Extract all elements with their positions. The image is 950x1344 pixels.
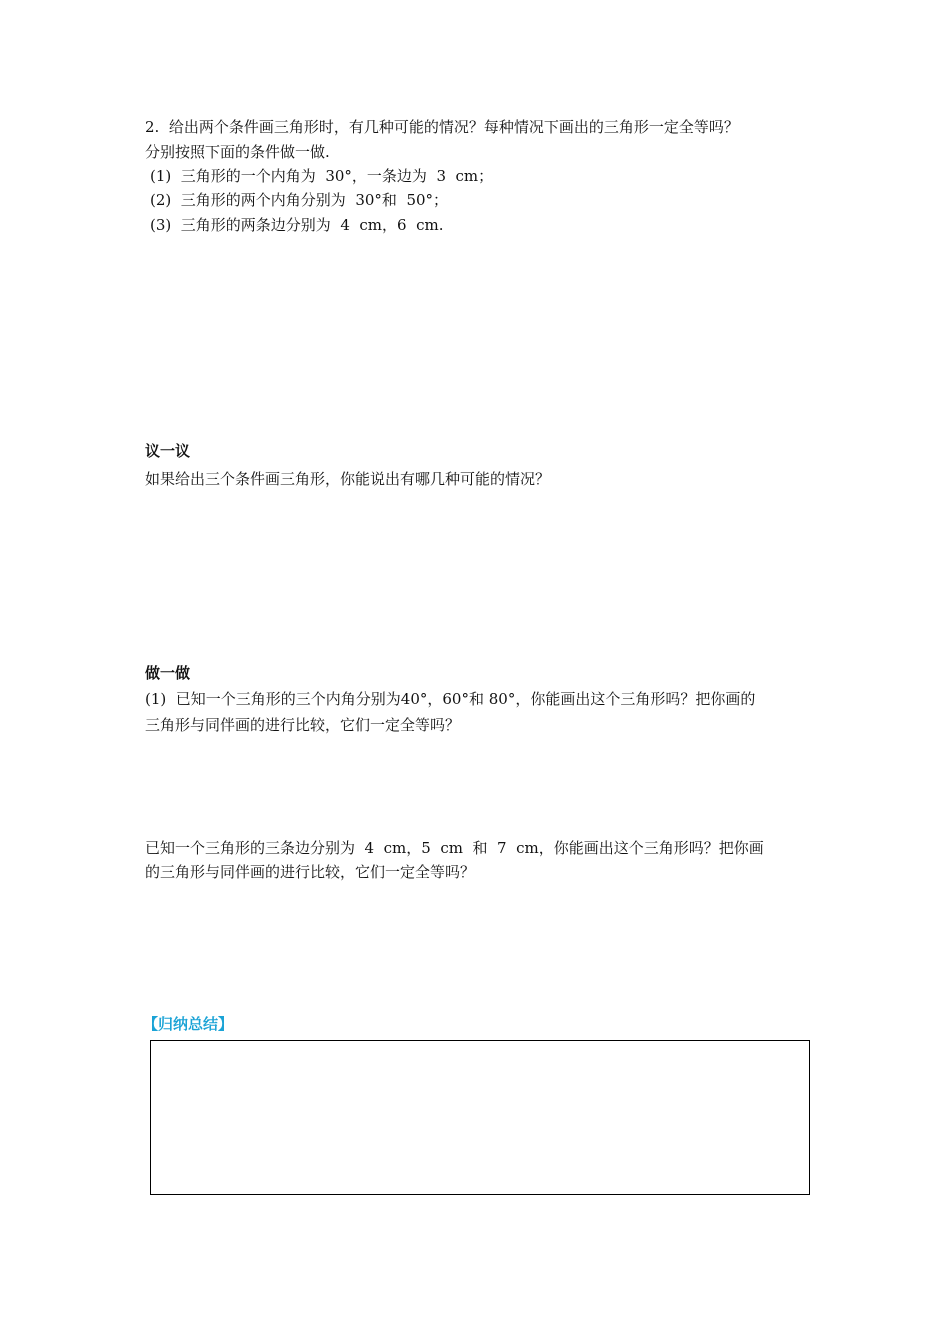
discuss-heading: 议一议 [145, 442, 191, 460]
condition-1: (1) 三角形的一个内角为 30°，一条边为 3 cm； [150, 167, 494, 185]
question-2-line-2: 分别按照下面的条件做一做. [145, 143, 330, 161]
summary-title: 【归纳总结】 [143, 1015, 234, 1033]
summary-box[interactable] [150, 1040, 810, 1195]
question-2-line-1: 2. 给出两个条件画三角形时，有几种可能的情况？每种情况下画出的三角形一定全等吗？ [145, 118, 739, 136]
practice-item-2-line-1: 已知一个三角形的三条边分别为 4 cm，5 cm 和 7 cm，你能画出这个三角形吗？把你画 [145, 839, 764, 857]
practice-heading: 做一做 [145, 664, 191, 682]
discuss-text: 如果给出三个条件画三角形，你能说出有哪几种可能的情况？ [145, 470, 551, 488]
practice-item-2-line-2: 的三角形与同伴画的进行比较，它们一定全等吗？ [145, 863, 476, 881]
condition-2: (2) 三角形的两个内角分别为 30°和 50°； [150, 191, 449, 209]
practice-item-1-line-1: (1) 已知一个三角形的三个内角分别为40°，60°和 80°，你能画出这个三角形吗？把你画的 [145, 690, 756, 708]
condition-3: (3) 三角形的两条边分别为 4 cm，6 cm. [150, 216, 444, 234]
practice-item-1-line-2: 三角形与同伴画的进行比较，它们一定全等吗？ [145, 716, 461, 734]
